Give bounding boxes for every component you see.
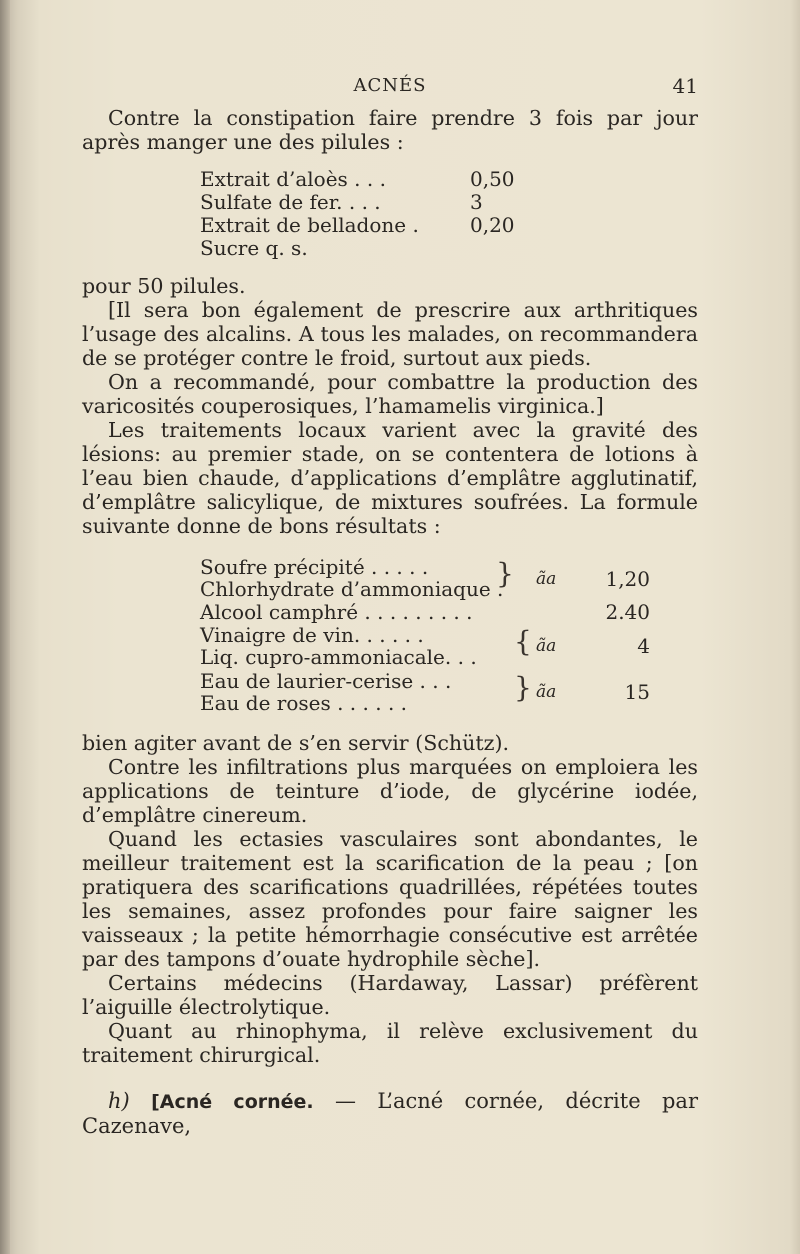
pill-recipe — [200, 168, 698, 260]
page-content — [82, 70, 698, 1138]
recipe-ingredient: Sulfate de fer. . . . — [200, 190, 381, 214]
running-title: ACNÉS — [353, 75, 427, 96]
recipe-row — [200, 191, 698, 214]
recipe-row — [200, 168, 698, 191]
formula-ingredient: Vinaigre de vin. . . . . . — [200, 623, 424, 647]
sulfur-formula — [200, 555, 698, 715]
recipe-quantity: 0,50 — [470, 167, 515, 191]
section-heading: [Acné cornée. — [151, 1091, 314, 1113]
paragraph: Les traitements locaux varient avec la gravité des lésions: au premier stade, on se contentera de lotions à l’eau bien chaude, d’applications d’emplâtre agglutinatif, d’emplâtre salicylique, de mixtures soufrées. La formule suivante donne de bons résultats : — [82, 418, 698, 538]
paragraph: Quant au rhinophyma, il relève exclusivement du traitement chirurgical. — [82, 1019, 698, 1067]
formula-ingredient: Eau de laurier-cerise . . . — [200, 669, 452, 693]
paragraph: Quand les ectasies vasculaires sont abondantes, le meilleur traitement est la scarification de la peau ; [on pratiquera des scarifications quadrillées, répétées toutes les semaines, assez profondes pour faire saigner les vaisseaux ; la petite hémorrhagie consécutive est arrêtée par des tampons d’ouate hydrophile sèche]. — [82, 827, 698, 971]
section-text: — L’acné cornée, décrite par Cazenave, — [82, 1089, 698, 1138]
formula-ingredient: Soufre précipité . . . . . — [200, 555, 429, 579]
formula-quantity: 4 — [637, 634, 650, 658]
paragraph: Contre la constipation faire prendre 3 fois par jour après manger une des pilules : — [82, 106, 698, 154]
formula-aa: ãa — [536, 682, 557, 702]
paragraph: On a recommandé, pour combattre la production des varicosités couperosiques, l’hamamelis virginica.] — [82, 370, 698, 418]
recipe-quantity: 0,20 — [470, 213, 515, 237]
brace-glyph: { — [514, 625, 532, 658]
recipe-ingredient: Extrait d’aloès . . . — [200, 167, 386, 191]
brace-glyph: } — [514, 671, 532, 704]
recipe-quantity — [470, 237, 530, 260]
paragraph: bien agiter avant de s’en servir (Schütz). — [82, 731, 510, 755]
formula-quantity: 2.40 — [605, 600, 650, 624]
formula-quantity: 15 — [624, 680, 650, 704]
paragraph: Certains médecins (Hardaway, Lassar) préfèrent l’aiguille électrolytique. — [82, 971, 698, 1019]
formula-ingredient: Eau de roses . . . . . . — [200, 691, 408, 715]
paragraph: Contre les infiltrations plus marquées on emploiera les applications de teinture d’iode, de glycérine iodée, d’emplâtre cinereum. — [82, 755, 698, 827]
section-label: h) — [108, 1089, 130, 1113]
paragraph: [Il sera bon également de prescrire aux arthritiques l’usage des alcalins. A tous les malades, on recommandera de se protéger contre le froid, surtout aux pieds. — [82, 298, 698, 370]
paragraph: pour 50 pilules. — [82, 274, 246, 298]
formula-aa: ãa — [536, 636, 557, 656]
formula-aa: ãa — [536, 569, 557, 589]
formula-ingredient: Chlorhydrate d’ammoniaque . — [200, 577, 504, 601]
page-number: 41 — [672, 74, 698, 98]
brace-glyph: } — [496, 557, 514, 590]
formula-quantity: 1,20 — [605, 567, 650, 591]
recipe-row — [200, 237, 698, 260]
recipe-ingredient: Sucre q. s. — [200, 236, 308, 260]
book-spine — [0, 0, 10, 1254]
recipe-ingredient: Extrait de belladone . — [200, 213, 419, 237]
formula-ingredient: Liq. cupro-ammoniacale. . . — [200, 645, 477, 669]
recipe-quantity: 3 — [470, 190, 483, 214]
section-start — [82, 1089, 698, 1138]
formula-ingredient: Alcool camphré . . . . . . . . . — [200, 600, 473, 624]
recipe-row — [200, 214, 698, 237]
page-header — [82, 70, 698, 100]
